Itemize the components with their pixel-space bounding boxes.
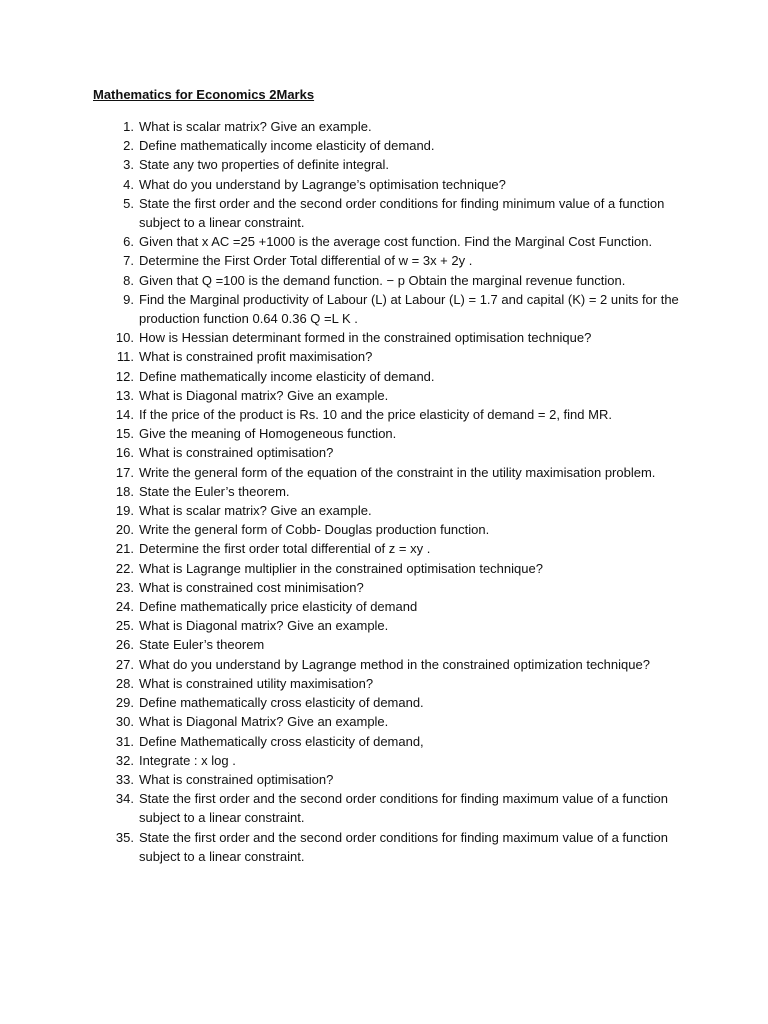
question-text: Define mathematically price elasticity of demand bbox=[139, 599, 418, 615]
question-text: State the Euler’s theorem. bbox=[139, 483, 290, 499]
question-text: What is constrained cost minimisation? bbox=[139, 579, 364, 595]
list-item bbox=[0, 655, 768, 674]
list-item bbox=[0, 520, 768, 539]
question-number: 21. bbox=[115, 541, 134, 557]
question-number: 20. bbox=[115, 522, 134, 538]
question-text: What is constrained optimisation? bbox=[139, 771, 334, 787]
question-text: What is constrained utility maximisation? bbox=[139, 675, 374, 691]
question-number: 13. bbox=[115, 387, 134, 403]
list-item bbox=[0, 232, 768, 251]
question-text: What is Lagrange multiplier in the constrained optimisation technique? bbox=[139, 560, 543, 576]
question-number: 5. bbox=[123, 195, 134, 211]
question-number: 25. bbox=[115, 618, 134, 634]
question-number: 8. bbox=[123, 272, 134, 288]
question-number: 24. bbox=[115, 599, 134, 615]
list-item bbox=[0, 482, 768, 501]
question-text: What is constrained optimisation? bbox=[139, 445, 334, 461]
list-item bbox=[0, 328, 768, 347]
question-number: 19. bbox=[115, 503, 134, 519]
list-item bbox=[0, 194, 768, 232]
list-item bbox=[0, 597, 768, 616]
list-item bbox=[0, 732, 768, 751]
list-item bbox=[0, 789, 768, 827]
list-item bbox=[0, 290, 768, 328]
question-number: 28. bbox=[115, 675, 134, 691]
question-number: 34. bbox=[115, 791, 134, 807]
list-item bbox=[0, 386, 768, 405]
question-number: 17. bbox=[115, 464, 134, 480]
question-text: What is constrained profit maximisation? bbox=[139, 349, 373, 365]
question-number: 31. bbox=[115, 733, 134, 749]
question-text: State the first order and the second order conditions for finding maximum value of a function subject to a linear constraint. bbox=[139, 791, 668, 826]
question-text: How is Hessian determinant formed in the constrained optimisation technique? bbox=[139, 330, 592, 346]
question-number: 7. bbox=[123, 253, 134, 269]
question-text: State Euler’s theorem bbox=[139, 637, 265, 653]
question-text: State the first order and the second order conditions for finding minimum value of a function subject to a linear constraint. bbox=[139, 195, 665, 231]
question-number: 1. bbox=[123, 119, 134, 134]
list-item bbox=[0, 635, 768, 654]
question-number: 6. bbox=[123, 234, 134, 250]
list-item bbox=[0, 155, 768, 174]
list-item bbox=[0, 751, 768, 770]
list-item bbox=[0, 367, 768, 386]
question-number: 15. bbox=[115, 426, 134, 442]
question-text: What do you understand by Lagrange method in the constrained optimization technique? bbox=[139, 656, 650, 672]
list-item bbox=[0, 770, 768, 789]
list-item bbox=[0, 559, 768, 578]
document-title: Mathematics for Economics 2Marks bbox=[93, 87, 315, 102]
question-number: 33. bbox=[115, 771, 134, 787]
question-number: 11. bbox=[116, 349, 134, 365]
question-number: 16. bbox=[115, 445, 134, 461]
question-text: Define mathematically income elasticity of demand. bbox=[139, 368, 435, 384]
question-text: State the first order and the second order conditions for finding maximum value of a function subject to a linear constraint. bbox=[139, 829, 668, 864]
question-text: Determine the first order total differential of z = xy . bbox=[139, 541, 431, 557]
question-text: What is Diagonal matrix? Give an example. bbox=[139, 618, 389, 634]
list-item bbox=[0, 347, 768, 366]
question-text: Find the Marginal productivity of Labour (L) at Labour (L) = 1.7 and capital (K) = 2 units for the production function 0.64 0.36 Q =L K . bbox=[139, 291, 679, 327]
question-text: Determine the First Order Total differential of w = 3x + 2y . bbox=[139, 253, 473, 269]
question-number: 18. bbox=[115, 483, 134, 499]
question-text: If the price of the product is Rs. 10 and the price elasticity of demand = 2, find MR. bbox=[139, 407, 612, 423]
list-item bbox=[0, 674, 768, 693]
question-text: What is scalar matrix? Give an example. bbox=[139, 503, 372, 519]
question-number: 23. bbox=[115, 579, 134, 595]
list-item bbox=[0, 405, 768, 424]
question-number: 3. bbox=[123, 157, 134, 173]
list-item bbox=[0, 501, 768, 520]
question-text: What is Diagonal matrix? Give an example. bbox=[139, 387, 389, 403]
question-text: What do you understand by Lagrange’s optimisation technique? bbox=[139, 176, 506, 192]
question-number: 2. bbox=[123, 138, 134, 154]
question-text: What is scalar matrix? Give an example. bbox=[139, 119, 372, 134]
list-item bbox=[0, 117, 768, 136]
list-item bbox=[0, 271, 768, 290]
question-text: State any two properties of definite integral. bbox=[139, 157, 390, 173]
list-item bbox=[0, 251, 768, 270]
question-text: What is Diagonal Matrix? Give an example. bbox=[139, 714, 389, 730]
question-number: 35. bbox=[115, 829, 134, 845]
list-item bbox=[0, 828, 768, 866]
list-item bbox=[0, 539, 768, 558]
question-number: 22. bbox=[115, 560, 134, 576]
list-item bbox=[0, 424, 768, 443]
question-number: 26. bbox=[115, 637, 134, 653]
question-text: Integrate : x log . bbox=[139, 752, 236, 768]
question-number: 27. bbox=[115, 656, 134, 672]
question-number: 14. bbox=[115, 407, 134, 423]
question-number: 29. bbox=[115, 695, 134, 711]
list-item bbox=[0, 578, 768, 597]
question-number: 12. bbox=[115, 368, 134, 384]
list-item bbox=[0, 693, 768, 712]
question-number: 9. bbox=[123, 291, 134, 307]
list-item bbox=[0, 712, 768, 731]
question-text: Write the general form of the equation of the constraint in the utility maximisation problem. bbox=[139, 464, 656, 480]
question-text: Define mathematically cross elasticity of demand. bbox=[139, 695, 424, 711]
question-text: Given that x AC =25 +1000 is the average cost function. Find the Marginal Cost Function. bbox=[139, 234, 653, 250]
question-list bbox=[0, 117, 768, 866]
question-text: Define Mathematically cross elasticity of demand, bbox=[139, 733, 424, 749]
list-item bbox=[0, 175, 768, 194]
question-text: Define mathematically income elasticity of demand. bbox=[139, 138, 435, 154]
question-text: Given that Q =100 is the demand function. − p Obtain the marginal revenue function. bbox=[139, 272, 626, 288]
question-number: 4. bbox=[123, 176, 134, 192]
question-number: 32. bbox=[115, 752, 134, 768]
question-text: Write the general form of Cobb- Douglas production function. bbox=[139, 522, 490, 538]
question-number: 30. bbox=[115, 714, 134, 730]
list-item bbox=[0, 443, 768, 462]
question-number: 10. bbox=[115, 330, 134, 346]
question-text: Give the meaning of Homogeneous function. bbox=[139, 426, 397, 442]
list-item bbox=[0, 463, 768, 482]
list-item bbox=[0, 616, 768, 635]
list-item bbox=[0, 136, 768, 155]
